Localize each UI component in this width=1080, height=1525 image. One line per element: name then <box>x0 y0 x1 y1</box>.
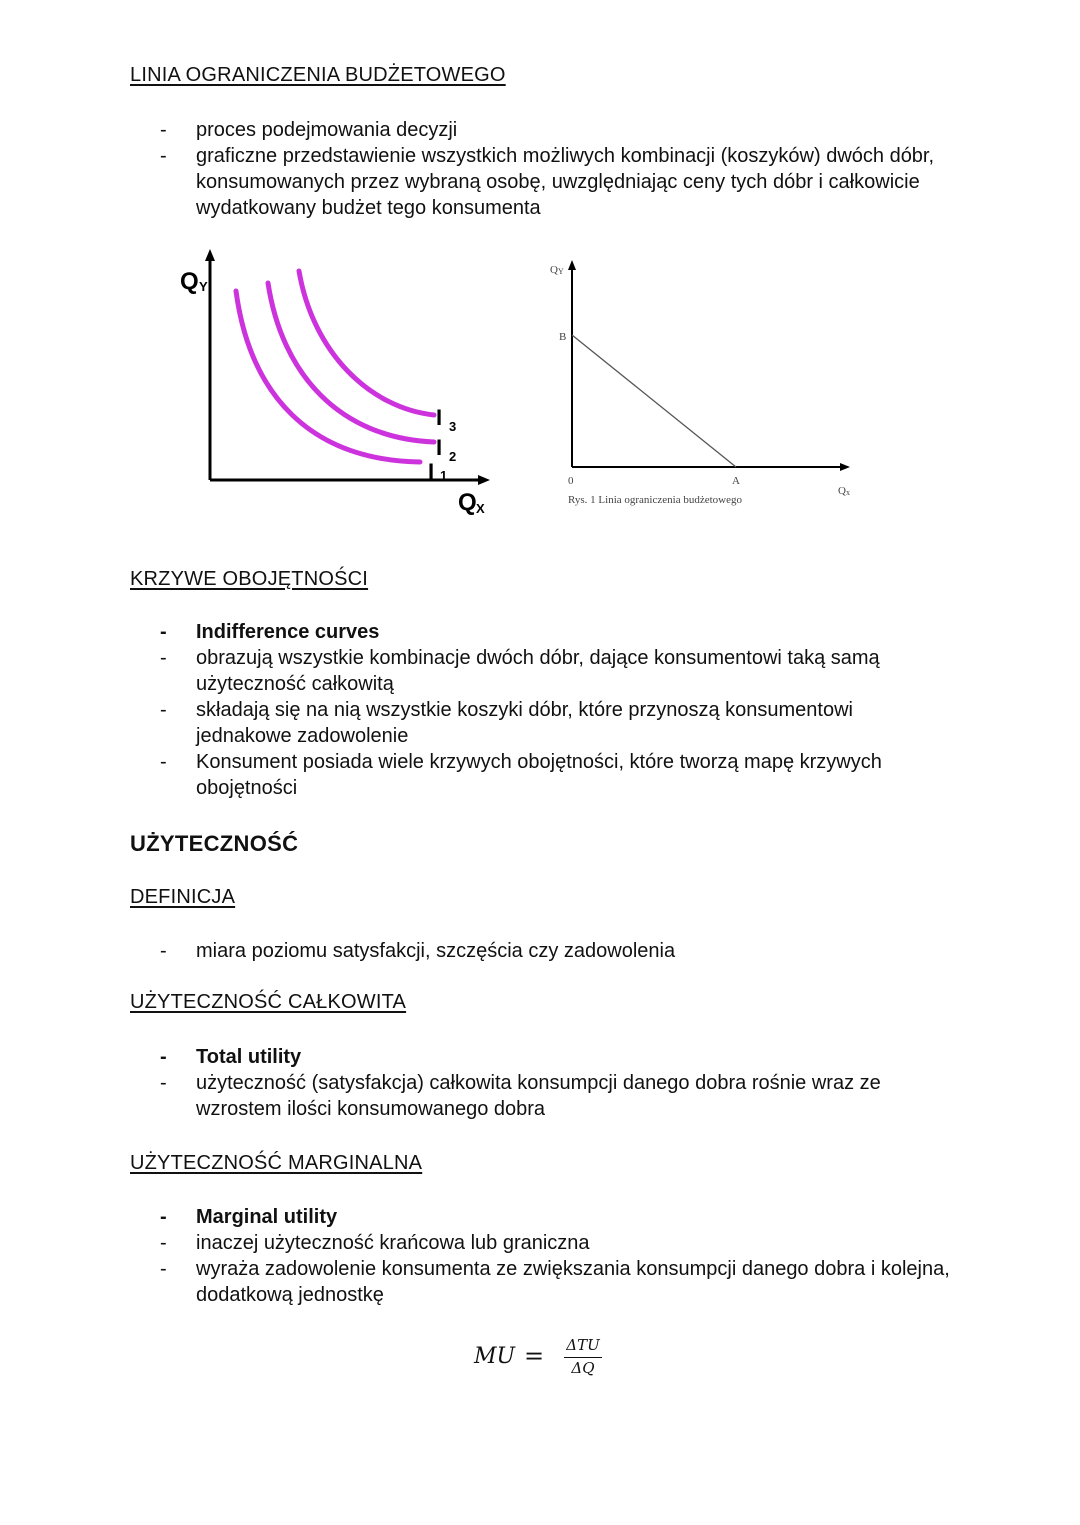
y-axis-arrow <box>205 249 215 261</box>
curve-label-2-sub: 2 <box>449 449 457 464</box>
heading-definition: DEFINICJA <box>130 886 236 908</box>
curve-label-3-sub: 3 <box>449 419 457 434</box>
budget-line-list <box>160 117 960 221</box>
origin-label: 0 <box>568 475 574 487</box>
list-item: - Konsument posiada wiele krzywych obojętności, które tworzą mapę krzywych obojętności <box>160 751 882 799</box>
marginal-utility-list <box>160 1204 960 1308</box>
x-axis-label: Q <box>838 485 846 497</box>
list-item: - wyraża zadowolenie konsumenta ze zwiększania konsumpcji danego dobra i kolejna, dodatkową jednostkę <box>160 1258 950 1306</box>
formula-equals: = <box>524 1342 545 1370</box>
list-item: - składają się na nią wszystkie koszyki dóbr, które przynoszą konsumentowi jednakowe zadowolenie <box>160 699 853 747</box>
curve-label-2: I <box>436 435 443 460</box>
marginal-utility-formula <box>474 1336 614 1386</box>
figure-caption: Rys. 1 Linia ograniczenia budżetowego <box>568 494 742 506</box>
list-item: - Marginal utility <box>160 1206 338 1228</box>
list-item: - Indifference curves <box>160 621 380 643</box>
x-axis-sub: x <box>846 488 850 497</box>
heading-total-utility: UŻYTECZNOŚĆ CAŁKOWITA <box>130 991 407 1013</box>
curve-label-3: I <box>436 405 443 430</box>
curve-label-1: I <box>428 459 435 484</box>
curve-label-1-sub: 1 <box>440 468 448 483</box>
y-axis-sub: Y <box>558 267 564 276</box>
x-axis-arrow <box>840 463 850 471</box>
point-a-label: A <box>732 475 740 487</box>
definition-list <box>160 938 960 964</box>
formula-denominator: ΔQ <box>571 1359 595 1377</box>
total-utility-list <box>160 1044 960 1122</box>
heading-utility: UŻYTECZNOŚĆ <box>130 831 299 856</box>
fraction-bar <box>564 1357 602 1358</box>
list-item: - miara poziomu satysfakcji, szczęścia czy zadowolenia <box>160 940 676 962</box>
x-axis-label: Q <box>458 489 477 516</box>
y-axis-arrow <box>568 260 576 270</box>
indifference-list <box>160 619 960 801</box>
list-item: - proces podejmowania decyzji <box>160 119 458 141</box>
y-axis-sub: Y <box>199 279 208 294</box>
list-item: - inaczej użyteczność krańcowa lub graniczna <box>160 1232 590 1254</box>
heading-indifference-curves: KRZYWE OBOJĘTNOŚCI <box>130 568 369 590</box>
heading-budget-line: LINIA OGRANICZENIA BUDŻETOWEGO <box>130 64 506 86</box>
list-item: - obrazują wszystkie kombinacje dwóch dóbr, dające konsumentowi taką samą użyteczność całkowitą <box>160 647 880 695</box>
x-axis-sub: X <box>476 501 485 516</box>
indifference-curves-figure <box>170 245 510 525</box>
y-axis-label: Q <box>550 264 558 276</box>
list-item: - graficzne przedstawienie wszystkich możliwych kombinacji (koszyków) dwóch dóbr, konsumowanych przez wybraną osobę, uwzględniając ceny tych dóbr i całkowicie wydatkowany budżet tego konsumenta <box>160 145 935 219</box>
formula-lhs: MU <box>474 1344 516 1369</box>
y-axis-label: Q <box>180 268 199 295</box>
budget-line-figure <box>540 255 870 520</box>
list-item: - użyteczność (satysfakcja) całkowita konsumpcji danego dobra rośnie wraz ze wzrostem ilości konsumowanego dobra <box>160 1072 881 1120</box>
x-axis-arrow <box>478 475 490 485</box>
budget-line <box>572 335 736 467</box>
list-item: - Total utility <box>160 1046 302 1068</box>
heading-marginal-utility: UŻYTECZNOŚĆ MARGINALNA <box>130 1152 423 1174</box>
formula-numerator: ΔTU <box>566 1336 600 1354</box>
point-b-label: B <box>559 331 567 343</box>
